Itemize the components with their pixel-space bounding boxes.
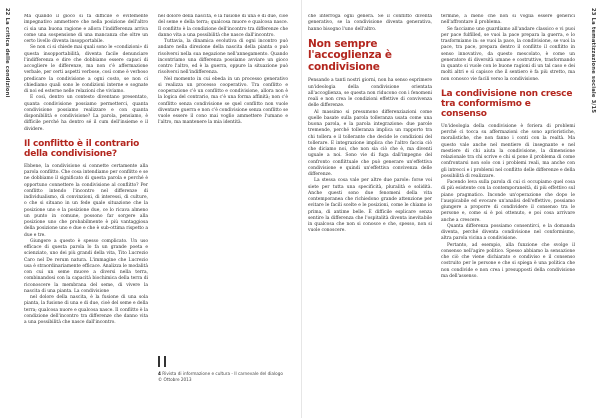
paragraph: Facendo leva sulla parola di cui ci occupiamo quel cosa di più esistente con la contemporaneità, di più effettivo sul piano pragmatico. Inconde un'operazione che dopo le l'auspicabile ed evocare un'analisi dell'effettivo, possiamo giungere a proporre di condividere il consenso tra le persone e, come si è poi ottenuto, e poi cosa arrivare anche a crescere.	[441, 180, 575, 223]
paragraph: E così, dentro un contesto diventano presentato, quanta condivisione possiamo permetterci, quanta condivisione possiamo realizzare e con quanta disponibilità e condivisione? La parola, pensiamo, è difficile perché ha dentro sé il cum dell'insieme e il dividere.	[24, 95, 148, 132]
pause-icon	[158, 356, 166, 367]
paragraph: Quanta differenza possiamo consentirci, e la domanda diventa, perché diventa condivisione nel conformismo, altra parola vicina a condivisione.	[441, 223, 575, 242]
left-running-head: 22 La critica delle condizioni	[4, 8, 10, 98]
paragraph: Se non ci si chiede mai quali sono le «condizioni» di questa insopportabilità, diventa facile denunciare l'indifferenza e dire che dobbiamo essere capaci di accogliere le differenze, ma non c'è affermazione verbale, per certi aspetti verbose, così come è verboso predicare la condivisione a ogni costo, se non ci chiediamo quali sono le condizioni interne e sognate di noi ed esterne nelle relazioni che viviamo.	[24, 45, 148, 94]
section-heading-conflitto: Il conflitto è il contrario della condivisione?	[24, 138, 140, 159]
paragraph: Nel momento in cui ebeda in un processo generativo si realizza un processo cooperativo. Tra conflitto e cooperazione c'è un conflitto e condivisione, allora non è la logica del contrario, ma c'è una forma affinità; non c'è conflitto senza condivisione se quel conflitto non vuole diventare guerra e non c'è condivisione senza conflitto se vuole essere il cono mai voglio ammettere l'umano e l'altro, ma mantenere la mia identità.	[158, 76, 288, 126]
paragraph: Pertanto, ad esempio, alla funzione che svolge il consenso nell'agire politico. Spesso abbiamo la sensazione che ciò che viene dichiarato e condiviso e il consenso costruito per le persone e che si spiega è una politica che non condivide e non crea i presupposti della condivisione ma dell'assenso.	[441, 242, 575, 279]
paragraph: che interroga ogni genera. Se il conflitto diventa generativo, se la condivisione diventa generativa, hanno bisogno l'uno dell'altro.	[308, 14, 432, 32]
column-1	[24, 14, 148, 414]
paragraph: Un'ideologia della condivisione è foriera di problemi perché ci tocca su affermazioni che sono aprioristiche, moralistiche, che non fanno i conti con la realtà. Ma questo vale anche nel mentiere di insegnante e nel mestiere di chi aiuta la condivisione, la dimensione relazionale tra chi scrive e chi si pone il problema di come confrontarsi non solo con i problemi reali, ma anche con gli intrecci e i problemi nel conflitto delle differenze e della possibilità di realizzare.	[441, 123, 575, 179]
page-gutter	[301, 0, 302, 418]
column-3	[308, 14, 432, 414]
section-heading-conformismo: La condivisione non cresce tra conformismo e consenso	[441, 88, 573, 119]
column-4	[441, 14, 575, 414]
footer-line-2: © Ottobre 2013	[158, 377, 192, 382]
paragraph: Se facciamo uno guardiamo all'andare classico e vi puoi per pace fulfilled, se vuoi la pace prepara la guerra, e lo trasformiamo in: se vuoi la pace, la condivisione, se vuoi la pace, tra pace, prepara dentro il conflitto il conflitto in senso innovativo, da questo mescolato, è come un generatore di diversità umane e costruttive, trasformando in quanto si vuole con le buone ragioni di un tal caso e dei molti altri e sì capisce che il sentiero è fa più stretto, ma non conosco vie facili verso la condivisione.	[441, 26, 575, 82]
paragraph: Al massimo si presumono differenziazioni come quelle basate sulla parola tolleranza usata come una buona parola, e la parola integrazione: due parole tremende, perché tolleranza implica un rapporto tra chi tollera e il tollerante che decide le condizioni del tollerare. E integrazione implica che l'altro faccia ciò che diciamo noi, che non sia ciò che è, ma diventi uguale a noi. Sono vie di fuga dall'impegno del confronto conflittuale che può generare un'effettiva condivisione e quindi un'effettiva convivenza delle differenze.	[308, 109, 432, 177]
column-2	[158, 14, 288, 302]
page-number: 4	[158, 371, 161, 376]
paragraph: termine, a meno che non si voglia essere generici nell'affrontare il problema.	[441, 14, 575, 26]
paragraph: Ebbene, la condivisione si connette certamente alla parola conflitto. Che cosa intendiamo per conflitto e se ne dobbiamo il significato di questa parola e perché è opportuno connettere la condivisione al conflitto? Per conflitto intendo l'incontro nel differenze di individualismo, di convinzioni, di interessi, di culture, o che si situano in un fede quale situazione che la posizione uno e la posizione due, ce lo ricava almeno un punto in comune, possono far sorgere alla posizione uno che probabilmente è più vantaggiosa della posizione uno e due e che è sub-ottima rispetto a due e tre.	[24, 163, 148, 238]
section-heading-accoglienza: Non sempre l'accoglienza è condivisione	[308, 37, 392, 73]
paragraph: nel dolore della nascita, è la fusione di una sola pianta, la fusione di una e di due, cioè del seme e della terra; qualcosa nuore e qualcosa nasce. Il conflitto è la condizione dell'incontro tra differenze che danno vita a una possibilità che nasce dall'incontro.	[24, 295, 148, 325]
paragraph: Tuttavia, la dinamica evolutiva di ogni incontro può andare nella direzione della nascita della pianta o può risolversi nella sua negazione nell'annegamento. Quando incontriamo una differenza possiamo avviare un gioco contro l'altro, ed è la guerra, oppure la situazione può risolversi nell'indifferenza.	[158, 39, 288, 76]
page-footer	[158, 356, 288, 383]
right-running-head: 23 La tematizzazione sociale 3/15	[590, 8, 596, 114]
paragraph: Pensando a tanti nostri giorni, non ha senso esprimere un'ideologia della condivisione orientata all'accoglienza, se questa non riducono con i fenomeni reali e non crea le condizioni effettive di convivenza delle differenze.	[308, 78, 432, 109]
paragraph: Giungere a questo è spesso complicato. Un uso efficace di questa parola lo fa un grande poeta e scienziato, uno dei più grandi della vita, Tito Lucrezio Caro nel De rerum natura. L'immagine che Lucrezio usa è straordinariamente efficace. Analizza le modalità con cui un seme muove a diversi nella terra, combinandosi con la capacità biochimica della terra di riconoscere la membrana del seme, di vivere la nascita di una pianta. La condivisione	[24, 238, 148, 294]
paragraph: nel dolore della nascita, è la fusione di una e di due, cioè del seme e della terra; qualcosa muore e qualcosa nasce. Il conflitto è la condizione dell'incontro tra differenze che danno vita a una possibilità che nasce dall'incontro.	[158, 14, 288, 38]
footer-line-1: Rivista di informazione e cultura - Il carnevale del dialogo	[162, 371, 283, 376]
paragraph: Ma quando il gioco si fa difficile e evitemente impegnativo ammettere che nella posizione dell'altro ci sia una buona ragione e allora l'indifferenza arriva come una sospensione di una mancanza che oltre un certo livello diventa insopportabile.	[24, 14, 148, 44]
paragraph: La stessa cosa vale per altre due parole: forse voi siete per tutta una specificità, pluralità e solidità. Anche questi sono due fenomeni della vita contemporanea che richiedono grande attenzione per evitare le facili scelte e le posizioni, come le chiamo io prima, di antime belle. È difficile esplicare senza sentire la differenza che l'ospitalità diventa inevitabile in qualcosa che non si conosce e che, spesso, non si vuole conoscere.	[308, 178, 432, 234]
